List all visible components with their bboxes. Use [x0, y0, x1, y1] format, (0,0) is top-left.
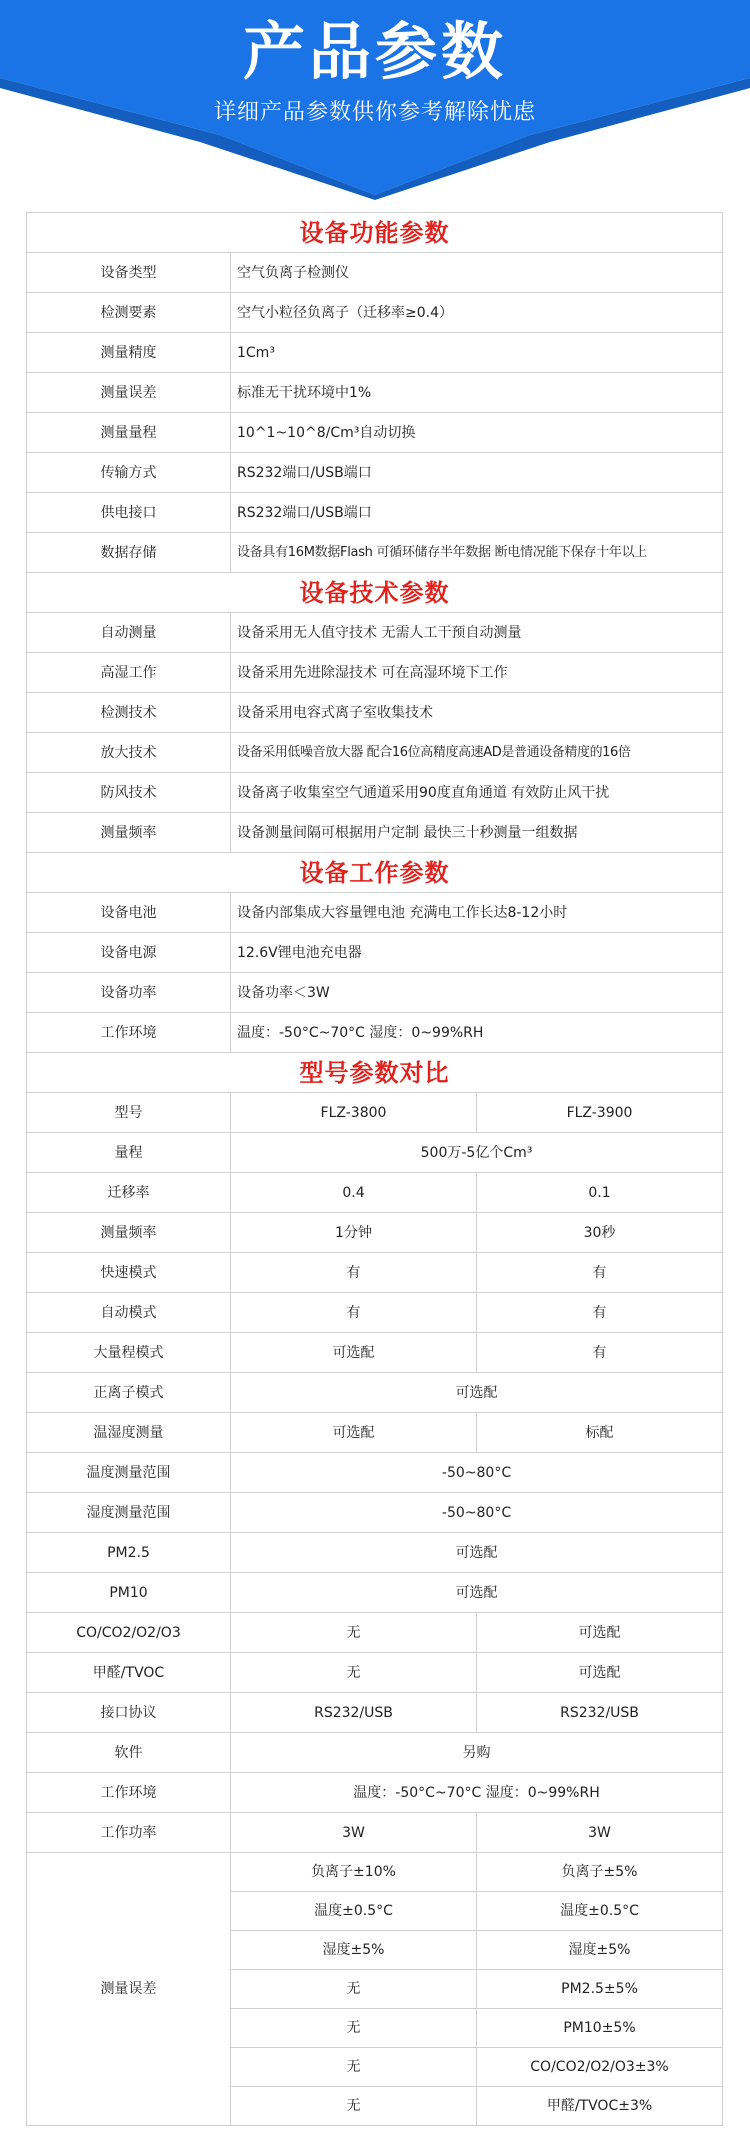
section-title: 设备技术参数: [27, 573, 723, 613]
value-a: 有: [231, 1293, 477, 1333]
table-row: [27, 1413, 723, 1453]
table-row: [27, 293, 723, 333]
row-label: 工作环境: [27, 1773, 231, 1813]
section-header-models: [27, 1053, 723, 1093]
row-label: 工作功率: [27, 1813, 231, 1853]
row-value: 另购: [231, 1733, 723, 1773]
row-value: 10^1~10^8/Cm³自动切换: [231, 413, 723, 453]
value-b: RS232/USB: [477, 1693, 723, 1733]
value-a: 3W: [231, 1813, 477, 1853]
table-row: [27, 613, 723, 653]
row-label: 甲醛/TVOC: [27, 1653, 231, 1693]
table-row: [27, 1013, 723, 1053]
value-b: 可选配: [477, 1653, 723, 1693]
row-value: 设备离子收集室空气通道采用90度直角通道 有效防止风干扰: [231, 773, 723, 813]
row-label: 温度测量范围: [27, 1453, 231, 1493]
row-label: 大量程模式: [27, 1333, 231, 1373]
table-row: [27, 533, 723, 573]
row-label: 快速模式: [27, 1253, 231, 1293]
value-a: 无: [231, 1613, 477, 1653]
table-row: [27, 1693, 723, 1733]
section-title: 设备功能参数: [27, 213, 723, 253]
error-b: PM10±5%: [477, 2009, 723, 2048]
row-label: 放大技术: [27, 733, 231, 773]
error-a: 湿度±5%: [231, 1931, 477, 1970]
table-row: [27, 333, 723, 373]
section-title: 设备工作参数: [27, 853, 723, 893]
table-row: [27, 1613, 723, 1653]
row-value: 空气小粒径负离子（迁移率≥0.4）: [231, 293, 723, 333]
value-b: 有: [477, 1293, 723, 1333]
model-a: FLZ-3800: [231, 1093, 477, 1133]
table-row: [27, 1773, 723, 1813]
row-label: 数据存储: [27, 533, 231, 573]
model-b: FLZ-3900: [477, 1093, 723, 1133]
row-label: 测量量程: [27, 413, 231, 453]
row-label: 迁移率: [27, 1173, 231, 1213]
row-label: 接口协议: [27, 1693, 231, 1733]
table-row: [27, 413, 723, 453]
value-b: 标配: [477, 1413, 723, 1453]
row-label: 温湿度测量: [27, 1413, 231, 1453]
error-b: 甲醛/TVOC±3%: [477, 2087, 723, 2126]
section-header-working: [27, 853, 723, 893]
table-row: [27, 1733, 723, 1773]
row-label: 高湿工作: [27, 653, 231, 693]
row-value: 可选配: [231, 1373, 723, 1413]
table-row: [27, 893, 723, 933]
table-row: [27, 1653, 723, 1693]
row-value: 设备采用低噪音放大器 配合16位高精度高速AD是普通设备精度的16倍: [231, 733, 723, 773]
row-label: 测量频率: [27, 813, 231, 853]
table-row: [27, 493, 723, 533]
row-label: 软件: [27, 1733, 231, 1773]
value-b: 30秒: [477, 1213, 723, 1253]
row-label: 设备电源: [27, 933, 231, 973]
error-a: 无: [231, 1970, 477, 2009]
row-value: 空气负离子检测仪: [231, 253, 723, 293]
error-a: 无: [231, 2087, 477, 2126]
table-row: [27, 1293, 723, 1333]
table-row: [27, 453, 723, 493]
row-label: CO/CO2/O2/O3: [27, 1613, 231, 1653]
value-b: 3W: [477, 1813, 723, 1853]
value-a: 0.4: [231, 1173, 477, 1213]
value-a: 可选配: [231, 1333, 477, 1373]
value-a: 可选配: [231, 1413, 477, 1453]
table-row: [27, 1333, 723, 1373]
row-label: 测量误差: [27, 373, 231, 413]
table-row: [27, 1493, 723, 1533]
row-value: 设备采用先进除湿技术 可在高湿环境下工作: [231, 653, 723, 693]
error-b: PM2.5±5%: [477, 1970, 723, 2009]
row-label: 湿度测量范围: [27, 1493, 231, 1533]
row-label: 测量误差: [27, 1853, 231, 2126]
value-b: 0.1: [477, 1173, 723, 1213]
row-label: 供电接口: [27, 493, 231, 533]
section-header-function: [27, 213, 723, 253]
table-row: [27, 1253, 723, 1293]
error-a: 温度±0.5°C: [231, 1892, 477, 1931]
table-row: [27, 1133, 723, 1173]
page-title: 产品参数: [242, 15, 507, 88]
row-label: 量程: [27, 1133, 231, 1173]
row-label: 测量精度: [27, 333, 231, 373]
row-value: 设备采用电容式离子室收集技术: [231, 693, 723, 733]
row-value: 500万-5亿个Cm³: [231, 1133, 723, 1173]
row-value: 温度：-50°C~70°C 湿度：0~99%RH: [231, 1773, 723, 1813]
row-value: 温度：-50°C~70°C 湿度：0~99%RH: [231, 1013, 723, 1053]
error-b: CO/CO2/O2/O3±3%: [477, 2048, 723, 2087]
value-b: 可选配: [477, 1613, 723, 1653]
row-label: 工作环境: [27, 1013, 231, 1053]
table-row: [27, 1173, 723, 1213]
row-value: 1Cm³: [231, 333, 723, 373]
spec-table: [26, 212, 723, 2126]
value-b: 有: [477, 1333, 723, 1373]
table-row: [27, 1213, 723, 1253]
table-row: [27, 1573, 723, 1613]
row-value: 设备内部集成大容量锂电池 充满电工作长达8-12小时: [231, 893, 723, 933]
row-label: 设备电池: [27, 893, 231, 933]
value-a: 1分钟: [231, 1213, 477, 1253]
table-row: [27, 373, 723, 413]
row-value: 设备采用无人值守技术 无需人工干预自动测量: [231, 613, 723, 653]
row-value: 标准无干扰环境中1%: [231, 373, 723, 413]
table-row: [27, 973, 723, 1013]
table-row: [27, 693, 723, 733]
row-label: 检测技术: [27, 693, 231, 733]
row-value: 可选配: [231, 1533, 723, 1573]
table-row: [27, 1533, 723, 1573]
row-label: 测量频率: [27, 1213, 231, 1253]
row-label: 自动测量: [27, 613, 231, 653]
table-row: [27, 733, 723, 773]
section-title: 型号参数对比: [27, 1053, 723, 1093]
error-a: 无: [231, 2048, 477, 2087]
header-banner: [0, 0, 750, 200]
row-value: RS232端口/USB端口: [231, 493, 723, 533]
row-label: 设备类型: [27, 253, 231, 293]
row-value: 设备功率＜3W: [231, 973, 723, 1013]
table-row: [27, 1453, 723, 1493]
page-subtitle: 详细产品参数供你参考解除忧虑: [213, 100, 536, 125]
row-label: 检测要素: [27, 293, 231, 333]
section-header-technology: [27, 573, 723, 613]
table-row: [27, 1813, 723, 1853]
value-a: RS232/USB: [231, 1693, 477, 1733]
row-label: PM2.5: [27, 1533, 231, 1573]
row-value: 设备具有16M数据Flash 可循环储存半年数据 断电情况能下保存十年以上: [231, 533, 723, 573]
row-label: 设备功率: [27, 973, 231, 1013]
value-a: 有: [231, 1253, 477, 1293]
table-row: [27, 773, 723, 813]
value-a: 无: [231, 1653, 477, 1693]
row-label: 自动模式: [27, 1293, 231, 1333]
table-row: [27, 1373, 723, 1413]
row-label: 防风技术: [27, 773, 231, 813]
error-a: 负离子±10%: [231, 1853, 477, 1892]
table-row: [27, 1093, 723, 1133]
row-label: 正离子模式: [27, 1373, 231, 1413]
row-value: -50~80°C: [231, 1493, 723, 1533]
row-value: -50~80°C: [231, 1453, 723, 1493]
table-row: [27, 933, 723, 973]
row-value: 12.6V锂电池充电器: [231, 933, 723, 973]
error-b: 温度±0.5°C: [477, 1892, 723, 1931]
value-b: 有: [477, 1253, 723, 1293]
table-row: [27, 653, 723, 693]
error-b: 湿度±5%: [477, 1931, 723, 1970]
row-value: RS232端口/USB端口: [231, 453, 723, 493]
row-label: 型号: [27, 1093, 231, 1133]
row-label: PM10: [27, 1573, 231, 1613]
row-label: 传输方式: [27, 453, 231, 493]
error-b: 负离子±5%: [477, 1853, 723, 1892]
error-a: 无: [231, 2009, 477, 2048]
table-row: [27, 1853, 723, 1892]
row-value: 设备测量间隔可根据用户定制 最快三十秒测量一组数据: [231, 813, 723, 853]
row-value: 可选配: [231, 1573, 723, 1613]
table-row: [27, 253, 723, 293]
table-row: [27, 813, 723, 853]
